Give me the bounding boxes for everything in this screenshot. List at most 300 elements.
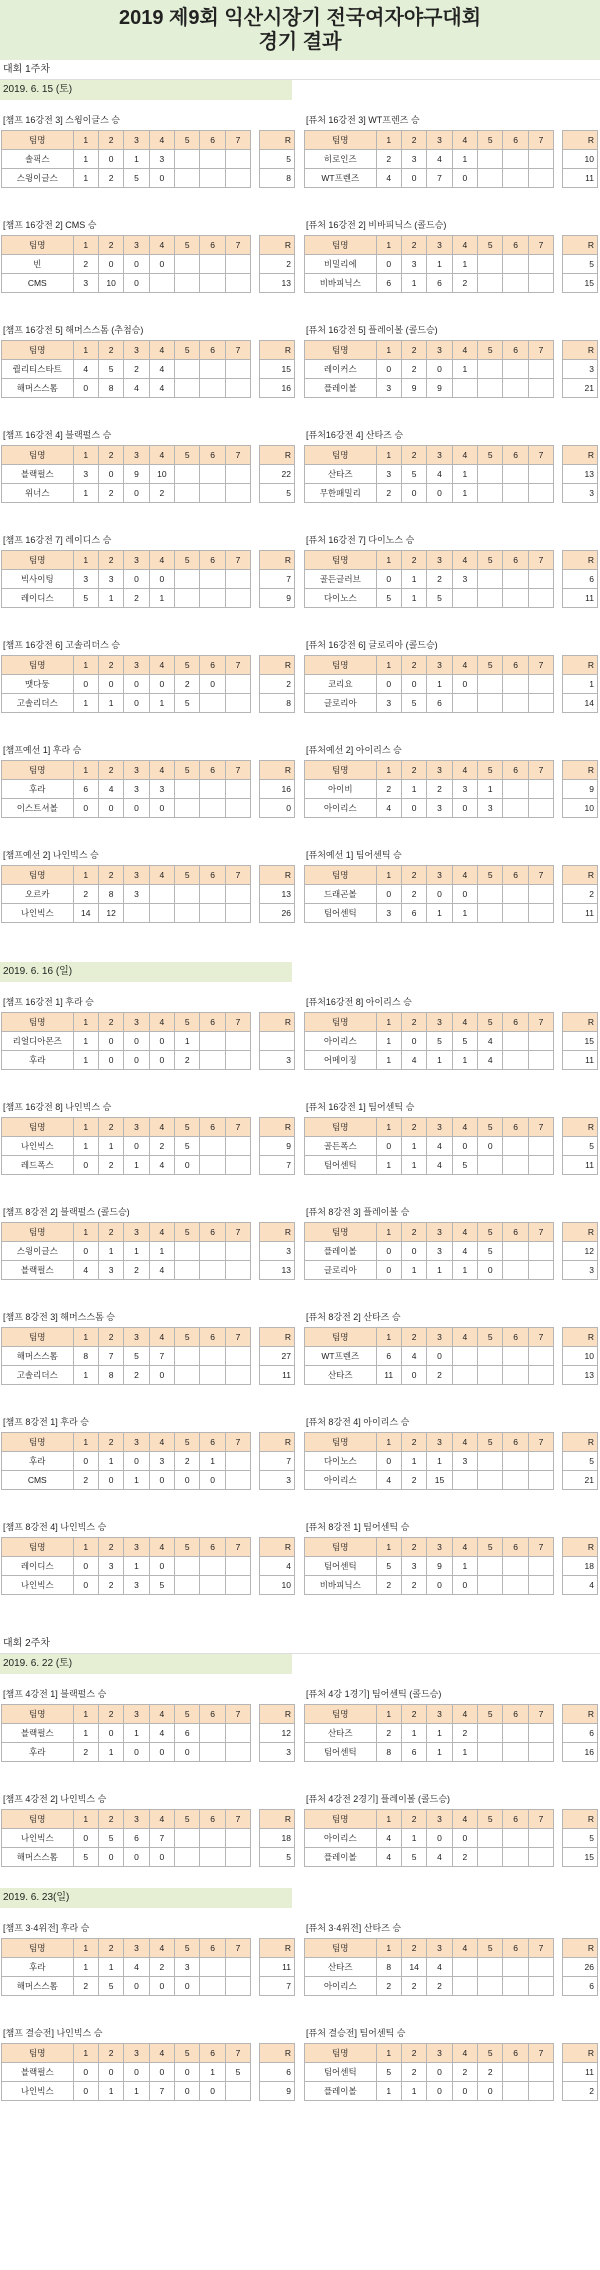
game-block (0, 1912, 300, 2017)
inning-cell: 1 (478, 780, 503, 799)
gap-cell (554, 379, 563, 398)
inning-cell (225, 379, 250, 398)
inning-cell: 4 (452, 131, 477, 150)
runs-cell: R (260, 1538, 295, 1557)
inning-cell: 5 (401, 465, 426, 484)
team-score-row (2, 1576, 295, 1595)
score-table (304, 1537, 598, 1595)
inning-cell: 3 (427, 446, 452, 465)
runs-cell: R (563, 1328, 598, 1347)
team-score-row (305, 150, 598, 169)
inning-cell: 3 (427, 1328, 452, 1347)
inning-cell: 1 (427, 904, 452, 923)
inning-cell: 5 (478, 1118, 503, 1137)
game-title: [챔프 8강전 2] 블랙펄스 (콜드승) (3, 1207, 130, 1217)
score-table (1, 1704, 295, 1762)
inning-cell: 4 (427, 150, 452, 169)
inning-cell: 2 (401, 656, 426, 675)
runs-cell: R (260, 1705, 295, 1724)
inning-cell (175, 589, 200, 608)
game-title: [챔프 16강전 8] 나인빅스 승 (3, 1102, 112, 1112)
gap-cell (554, 1261, 563, 1280)
team-score-row (305, 780, 598, 799)
inning-cell: 5 (478, 1223, 503, 1242)
inning-cell: 4 (149, 1939, 174, 1958)
runs-cell: 9 (260, 589, 295, 608)
team-cell: 팀명 (2, 1939, 74, 1958)
game-block (0, 839, 300, 944)
inning-cell: 3 (124, 446, 149, 465)
inning-cell: 1 (175, 1032, 200, 1051)
team-score-row (305, 465, 598, 484)
team-cell: 팀명 (2, 446, 74, 465)
team-cell: 고솔리더스 (2, 1366, 74, 1385)
inning-cell: 0 (452, 885, 477, 904)
inning-cell: 2 (98, 656, 123, 675)
gap-cell (251, 1958, 260, 1977)
inning-cell: 4 (452, 1939, 477, 1958)
team-cell: 팀명 (305, 2044, 377, 2063)
inning-cell (528, 799, 553, 818)
runs-cell: 3 (563, 484, 598, 503)
game-block (300, 629, 600, 734)
team-cell: 아이리스 (305, 1032, 377, 1051)
inning-cell (503, 360, 528, 379)
gap-cell (251, 780, 260, 799)
gap-cell (554, 236, 563, 255)
inning-cell: 2 (452, 2063, 477, 2082)
inning-cell (503, 675, 528, 694)
score-table (1, 1327, 295, 1385)
game-title: [퓨처 16강전 3] WT프렌즈 승 (306, 115, 420, 125)
inning-cell: 3 (427, 799, 452, 818)
team-score-row (305, 1261, 598, 1280)
game-block (300, 1678, 600, 1783)
runs-cell: 22 (260, 465, 295, 484)
gap-cell (251, 1743, 260, 1762)
inning-cell (200, 360, 225, 379)
runs-cell: 5 (563, 1829, 598, 1848)
team-score-row (2, 1137, 295, 1156)
team-score-row (305, 1137, 598, 1156)
inning-cell: 0 (376, 360, 401, 379)
inning-cell: 0 (175, 2063, 200, 2082)
inning-cell: 5 (452, 1156, 477, 1175)
inning-cell (478, 570, 503, 589)
score-header-row (305, 131, 598, 150)
team-score-row (2, 1347, 295, 1366)
inning-cell: 1 (376, 131, 401, 150)
runs-cell: 9 (260, 1137, 295, 1156)
score-header-row (2, 1705, 295, 1724)
gap-cell (554, 131, 563, 150)
team-cell: 글로리아 (305, 694, 377, 713)
runs-cell: 3 (260, 1743, 295, 1762)
gap-cell (554, 1223, 563, 1242)
team-score-row (305, 1347, 598, 1366)
gap-cell (251, 1051, 260, 1070)
inning-cell (175, 570, 200, 589)
score-header-row (2, 761, 295, 780)
inning-cell: 0 (73, 1576, 98, 1595)
inning-cell (200, 1848, 225, 1867)
team-score-row (305, 1576, 598, 1595)
inning-cell: 3 (175, 1958, 200, 1977)
inning-cell (478, 1366, 503, 1385)
inning-cell: 5 (73, 1848, 98, 1867)
inning-cell: 4 (149, 1223, 174, 1242)
inning-cell: 1 (376, 1433, 401, 1452)
inning-cell: 2 (149, 1137, 174, 1156)
inning-cell: 4 (427, 1848, 452, 1867)
inning-cell: 2 (175, 1051, 200, 1070)
team-cell: 나인빅스 (2, 1137, 74, 1156)
team-cell: 팀명 (305, 1705, 377, 1724)
inning-cell: 2 (98, 1118, 123, 1137)
inning-cell: 3 (124, 656, 149, 675)
inning-cell: 1 (376, 1051, 401, 1070)
inning-cell (528, 589, 553, 608)
inning-cell: 6 (427, 274, 452, 293)
inning-cell (149, 885, 174, 904)
game-title: [퓨처 16강전 5] 플레이볼 (콜드승) (306, 325, 438, 335)
inning-cell: 3 (452, 1452, 477, 1471)
game-row (0, 839, 600, 944)
team-score-row (305, 2063, 598, 2082)
runs-cell: 5 (563, 255, 598, 274)
inning-cell: 2 (98, 1013, 123, 1032)
inning-cell: 5 (175, 131, 200, 150)
inning-cell (225, 1261, 250, 1280)
inning-cell (225, 694, 250, 713)
gap-cell (251, 2063, 260, 2082)
game-block (300, 314, 600, 419)
inning-cell: 2 (401, 1977, 426, 1996)
team-cell: 블랙펄스 (2, 465, 74, 484)
runs-cell: R (563, 341, 598, 360)
inning-cell: 3 (452, 780, 477, 799)
inning-cell (149, 904, 174, 923)
team-score-row (305, 694, 598, 713)
inning-cell: 3 (98, 1557, 123, 1576)
inning-cell: 7 (528, 1433, 553, 1452)
inning-cell (200, 570, 225, 589)
gap-cell (251, 866, 260, 885)
gap-cell (554, 1848, 563, 1867)
inning-cell (225, 360, 250, 379)
inning-cell: 5 (401, 694, 426, 713)
team-cell: 해머스스톰 (2, 1347, 74, 1366)
inning-cell: 7 (98, 1347, 123, 1366)
team-cell: 위너스 (2, 484, 74, 503)
inning-cell: 6 (427, 694, 452, 713)
inning-cell: 4 (149, 236, 174, 255)
runs-cell: 7 (260, 1452, 295, 1471)
inning-cell: 0 (149, 1743, 174, 1762)
team-cell: WT프렌즈 (305, 169, 377, 188)
inning-cell: 4 (149, 379, 174, 398)
inning-cell: 1 (98, 694, 123, 713)
inning-cell: 10 (149, 465, 174, 484)
inning-cell: 4 (452, 1223, 477, 1242)
team-score-row (2, 1261, 295, 1280)
score-header-row (305, 2044, 598, 2063)
inning-cell (175, 484, 200, 503)
inning-cell: 0 (149, 1366, 174, 1385)
gap-cell (554, 1724, 563, 1743)
inning-cell (503, 274, 528, 293)
inning-cell (452, 379, 477, 398)
team-cell: 블랙펄스 (2, 2063, 74, 2082)
inning-cell: 0 (149, 1032, 174, 1051)
inning-cell: 3 (427, 656, 452, 675)
inning-cell: 0 (98, 675, 123, 694)
gap-cell (554, 1013, 563, 1032)
game-block (300, 734, 600, 839)
game-title: [퓨처 16강전 2] 비바피닉스 (콜드승) (306, 220, 447, 230)
inning-cell: 1 (73, 1118, 98, 1137)
team-cell: 팀명 (305, 446, 377, 465)
inning-cell (503, 1347, 528, 1366)
runs-cell: 10 (563, 150, 598, 169)
inning-cell (175, 1261, 200, 1280)
score-header-row (305, 1433, 598, 1452)
inning-cell: 8 (98, 379, 123, 398)
inning-cell (225, 1242, 250, 1261)
gap-cell (554, 274, 563, 293)
inning-cell (452, 589, 477, 608)
inning-cell: 7 (225, 866, 250, 885)
team-cell: 솔픽스 (2, 150, 74, 169)
inning-cell: 7 (528, 446, 553, 465)
inning-cell (528, 1366, 553, 1385)
inning-cell (528, 1261, 553, 1280)
score-header-row (2, 1538, 295, 1557)
inning-cell (200, 1032, 225, 1051)
inning-cell (503, 589, 528, 608)
inning-cell: 7 (225, 551, 250, 570)
team-score-row (305, 1829, 598, 1848)
runs-cell: R (260, 1939, 295, 1958)
inning-cell (478, 465, 503, 484)
inning-cell: 0 (73, 1242, 98, 1261)
inning-cell: 2 (401, 1118, 426, 1137)
inning-cell: 0 (175, 1156, 200, 1175)
inning-cell: 3 (427, 1242, 452, 1261)
inning-cell: 1 (124, 150, 149, 169)
inning-cell: 0 (149, 1557, 174, 1576)
score-header-row (305, 656, 598, 675)
score-header-row (305, 446, 598, 465)
inning-cell (503, 1958, 528, 1977)
runs-cell: R (563, 131, 598, 150)
team-cell: 팀명 (305, 1223, 377, 1242)
inning-cell: 1 (124, 2082, 149, 2101)
inning-cell: 7 (225, 1433, 250, 1452)
team-score-row (2, 2082, 295, 2101)
inning-cell: 6 (401, 904, 426, 923)
inning-cell (528, 150, 553, 169)
team-cell: 스윙이글스 (2, 1242, 74, 1261)
inning-cell: 3 (427, 1223, 452, 1242)
score-table (1, 445, 295, 503)
inning-cell: 7 (528, 551, 553, 570)
inning-cell: 2 (98, 169, 123, 188)
inning-cell: 1 (73, 1032, 98, 1051)
inning-cell: 0 (175, 1471, 200, 1490)
runs-cell: 0 (260, 799, 295, 818)
inning-cell: 5 (98, 1829, 123, 1848)
inning-cell: 0 (401, 1242, 426, 1261)
inning-cell: 0 (376, 1242, 401, 1261)
team-cell: 플레이볼 (305, 379, 377, 398)
gap-cell (554, 1366, 563, 1385)
inning-cell: 3 (452, 570, 477, 589)
inning-cell: 0 (376, 1452, 401, 1471)
inning-cell: 0 (175, 1977, 200, 1996)
inning-cell: 1 (376, 1705, 401, 1724)
game-block (300, 839, 600, 944)
inning-cell: 2 (401, 761, 426, 780)
score-table (1, 1537, 295, 1595)
inning-cell (528, 484, 553, 503)
inning-cell (478, 885, 503, 904)
inning-cell: 2 (401, 885, 426, 904)
inning-cell: 6 (503, 1223, 528, 1242)
inning-cell: 6 (376, 274, 401, 293)
inning-cell: 0 (427, 484, 452, 503)
team-score-row (2, 1958, 295, 1977)
team-score-row (2, 1743, 295, 1762)
inning-cell: 1 (376, 341, 401, 360)
inning-cell: 2 (401, 2063, 426, 2082)
inning-cell: 1 (452, 150, 477, 169)
inning-cell: 2 (98, 761, 123, 780)
inning-cell: 6 (503, 1328, 528, 1347)
runs-cell: R (260, 236, 295, 255)
team-score-row (2, 1977, 295, 1996)
inning-cell (503, 150, 528, 169)
inning-cell: 0 (376, 885, 401, 904)
inning-cell: 5 (478, 1328, 503, 1347)
runs-cell: 13 (563, 465, 598, 484)
inning-cell: 4 (452, 1013, 477, 1032)
inning-cell: 6 (376, 1347, 401, 1366)
inning-cell: 4 (149, 1433, 174, 1452)
gap-cell (554, 1118, 563, 1137)
inning-cell: 3 (376, 465, 401, 484)
runs-cell: 21 (563, 379, 598, 398)
inning-cell (200, 1261, 225, 1280)
inning-cell: 5 (175, 236, 200, 255)
team-cell: 산타즈 (305, 1724, 377, 1743)
inning-cell: 0 (401, 675, 426, 694)
inning-cell: 2 (98, 236, 123, 255)
inning-cell: 10 (98, 274, 123, 293)
inning-cell: 5 (452, 1032, 477, 1051)
inning-cell: 6 (200, 236, 225, 255)
inning-cell: 1 (401, 1452, 426, 1471)
team-cell: 레이디스 (2, 589, 74, 608)
inning-cell: 0 (427, 2063, 452, 2082)
gap-cell (554, 255, 563, 274)
inning-cell: 6 (503, 446, 528, 465)
team-score-row (2, 1724, 295, 1743)
inning-cell: 1 (427, 675, 452, 694)
inning-cell: 5 (427, 1032, 452, 1051)
inning-cell: 8 (98, 1366, 123, 1385)
inning-cell: 3 (478, 799, 503, 818)
team-score-row (305, 589, 598, 608)
runs-cell: 4 (260, 1557, 295, 1576)
inning-cell (528, 1829, 553, 1848)
game-title: [퓨처 4강전 2경기] 플레이볼 (콜드승) (306, 1794, 451, 1804)
inning-cell: 4 (427, 1156, 452, 1175)
team-score-row (2, 1366, 295, 1385)
inning-cell (478, 1471, 503, 1490)
team-cell: 비바피닉스 (305, 274, 377, 293)
inning-cell: 1 (149, 589, 174, 608)
gap-cell (554, 1051, 563, 1070)
team-cell: 팀명 (2, 1810, 74, 1829)
team-cell: 팀명 (2, 1223, 74, 1242)
inning-cell: 5 (73, 589, 98, 608)
inning-cell: 0 (98, 1471, 123, 1490)
gap-cell (554, 1576, 563, 1595)
inning-cell: 1 (73, 1137, 98, 1156)
inning-cell: 0 (73, 675, 98, 694)
team-score-row (305, 2082, 598, 2101)
inning-cell (528, 885, 553, 904)
inning-cell: 1 (376, 866, 401, 885)
inning-cell (200, 1724, 225, 1743)
gap-cell (251, 1261, 260, 1280)
inning-cell (225, 675, 250, 694)
inning-cell: 1 (98, 589, 123, 608)
team-cell: 팀어센틱 (305, 904, 377, 923)
inning-cell (528, 1137, 553, 1156)
score-header-row (2, 1328, 295, 1347)
game-row (0, 209, 600, 314)
score-table (304, 655, 598, 713)
inning-cell: 2 (175, 675, 200, 694)
inning-cell: 3 (376, 904, 401, 923)
game-title: [챔프 16강전 3] 스윙이글스 승 (3, 115, 120, 125)
score-table (304, 1117, 598, 1175)
inning-cell: 2 (73, 1471, 98, 1490)
inning-cell: 6 (503, 1705, 528, 1724)
inning-cell: 3 (427, 1538, 452, 1557)
inning-cell: 0 (452, 1829, 477, 1848)
inning-cell: 6 (200, 1328, 225, 1347)
game-block (0, 524, 300, 629)
game-title: [챔프 16강전 6] 고솔리더스 승 (3, 640, 120, 650)
game-title: [퓨처예선 1] 팀어센틱 승 (306, 850, 402, 860)
inning-cell: 1 (73, 1939, 98, 1958)
inning-cell: 7 (149, 1347, 174, 1366)
game-block (0, 1678, 300, 1783)
inning-cell: 1 (73, 761, 98, 780)
team-cell: 골든폭스 (305, 1137, 377, 1156)
inning-cell: 4 (149, 1538, 174, 1557)
inning-cell: 3 (124, 1118, 149, 1137)
inning-cell: 1 (376, 1939, 401, 1958)
team-cell: 팀명 (2, 131, 74, 150)
team-cell: 팀어센틱 (305, 2063, 377, 2082)
inning-cell (528, 1032, 553, 1051)
inning-cell (200, 274, 225, 293)
team-score-row (305, 360, 598, 379)
